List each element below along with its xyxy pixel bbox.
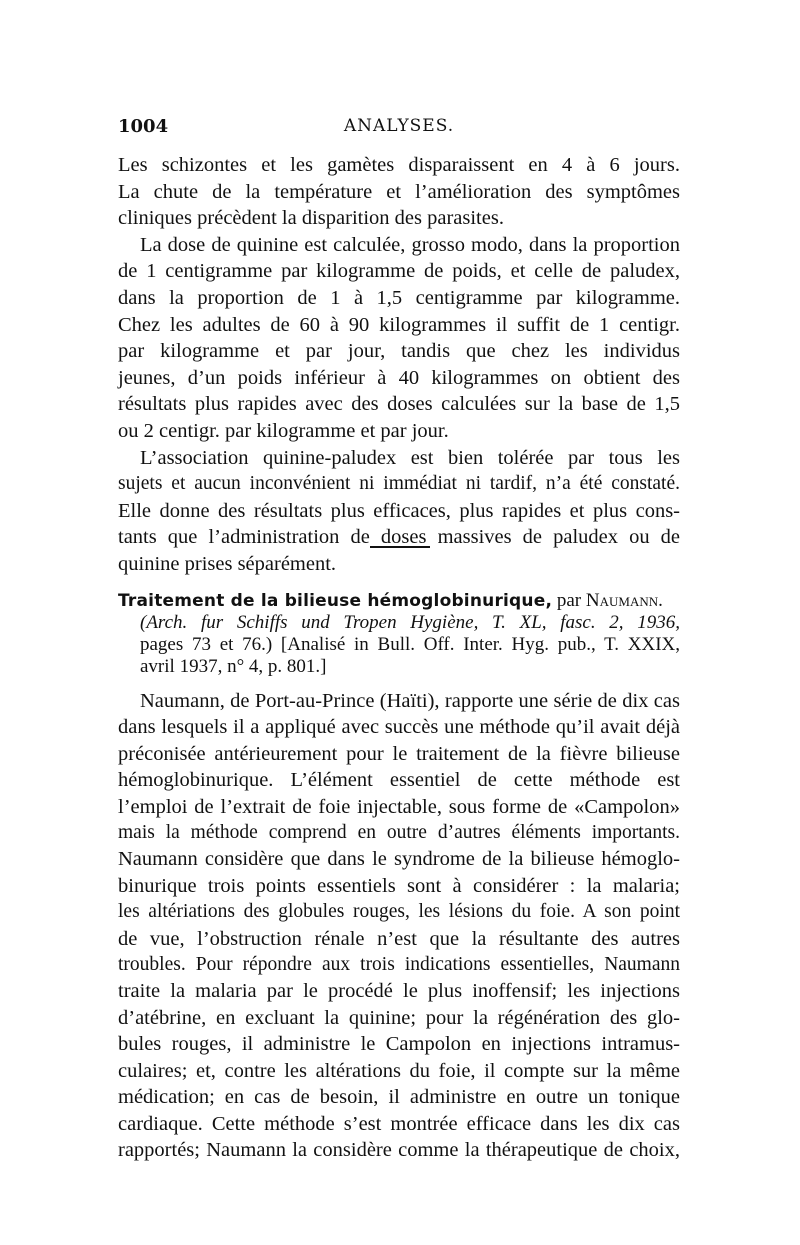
- text-line: culaires; et, contre les altérations du foie, il compte sur la même: [118, 1059, 680, 1082]
- text-line: Elle donne des résultats plus efficaces, plus rapides et plus cons-: [118, 499, 680, 522]
- text-line: préconisée antérieurement pour le traitement de la fièvre bilieuse: [118, 742, 680, 765]
- text-line: de 1 centigramme par kilogramme de poids, et celle de paludex,: [118, 260, 680, 283]
- reference-line: pages 73 et 76.) [Analisé in Bull. Off. Inter. Hyg. pub., T. XXIX,: [140, 634, 680, 655]
- text-line: tants que l’administration de doses massives de paludex ou de: [118, 526, 680, 549]
- article-heading: [118, 590, 680, 678]
- article-by: par: [552, 590, 586, 611]
- text-line: La chute de la température et l’amélioration des symptômes: [118, 180, 680, 203]
- page-number: 1004: [118, 116, 169, 137]
- text-line: d’atébrine, en excluant la quinine; pour la régénération des glo-: [118, 1006, 680, 1029]
- reference-line: avril 1937, n° 4, p. 801.]: [140, 656, 327, 677]
- text-line: L’association quinine-paludex est bien tolérée par tous les: [140, 446, 680, 469]
- text-line: ou 2 centigr. par kilogramme et par jour.: [118, 419, 449, 442]
- text-line: l’emploi de l’extrait de foie injectable, sous forme de «Campolon»: [118, 795, 680, 818]
- text-line: Naumann considère que dans le syndrome de la bilieuse hémoglo-: [118, 848, 680, 871]
- section-divider: [370, 546, 430, 548]
- article-title-line: [118, 590, 680, 612]
- text-line: Les schizontes et les gamètes disparaissent en 4 à 6 jours.: [118, 154, 680, 176]
- reference-line: (Arch. fur Schiffs und Tropen Hygiène, T. XL, fasc. 2, 1936,: [140, 612, 680, 633]
- text-line: sujets et aucun inconvénient ni immédiat ni tardif, n’a été constaté.: [118, 473, 680, 495]
- text-line: bules rouges, il administre le Campolon en injections intramus-: [118, 1033, 680, 1056]
- paragraph-block-naumann: [118, 688, 680, 1163]
- page-header: [118, 116, 680, 146]
- article-author: Naumann.: [585, 590, 663, 611]
- text-line: traite la malaria par le procédé le plus inoffensif; les injections: [118, 980, 680, 1003]
- text-line: par kilogramme et par jour, tandis que chez les individus: [118, 340, 680, 363]
- running-head: ANALYSES.: [343, 116, 455, 136]
- article-reference: [118, 612, 680, 678]
- text-line: Naumann, de Port-au-Prince (Haïti), rapporte une série de dix cas: [140, 690, 680, 712]
- article-title: Traitement de la bilieuse hémoglobinurique,: [118, 591, 553, 611]
- text-line: rapportés; Naumann la considère comme la thérapeutique de choix,: [118, 1138, 680, 1161]
- text-line: La dose de quinine est calculée, grosso modo, dans la proportion: [140, 233, 680, 256]
- text-line: médication; en cas de besoin, il administre en outre un tonique: [118, 1086, 680, 1109]
- text-line: résultats plus rapides avec des doses calculées sur la base de 1,5: [118, 393, 680, 416]
- text-line: mais la méthode comprend en outre d’autres éléments importants.: [118, 822, 680, 844]
- text-line: dans la proportion de 1 à 1,5 centigramme par kilogramme.: [118, 286, 680, 309]
- text-line: quinine prises séparément.: [118, 552, 337, 575]
- text-line: cardiaque. Cette méthode s’est montrée efficace dans les dix cas: [118, 1112, 680, 1135]
- text-line: les altériations des globules rouges, les lésions du foie. A son point: [118, 901, 680, 923]
- text-line: Chez les adultes de 60 à 90 kilogrammes il suffit de 1 centigr.: [118, 313, 680, 336]
- text-line: jeunes, d’un poids inférieur à 40 kilogrammes on obtient des: [118, 366, 680, 389]
- paragraph-block-quinine: [118, 152, 680, 578]
- text-line: dans lesquels il a appliqué avec succès une méthode qu’il avait déjà: [118, 716, 680, 739]
- text-line: binurique trois points essentiels sont à considérer : la malaria;: [118, 874, 680, 897]
- text-line: de vue, l’obstruction rénale n’est que la résultante des autres: [118, 927, 680, 950]
- text-line: troubles. Pour répondre aux trois indications essentielles, Naumann: [118, 954, 680, 976]
- text-line: hémoglobinurique. L’élément essentiel de cette méthode est: [118, 769, 680, 792]
- text-line: cliniques précèdent la disparition des parasites.: [118, 207, 504, 230]
